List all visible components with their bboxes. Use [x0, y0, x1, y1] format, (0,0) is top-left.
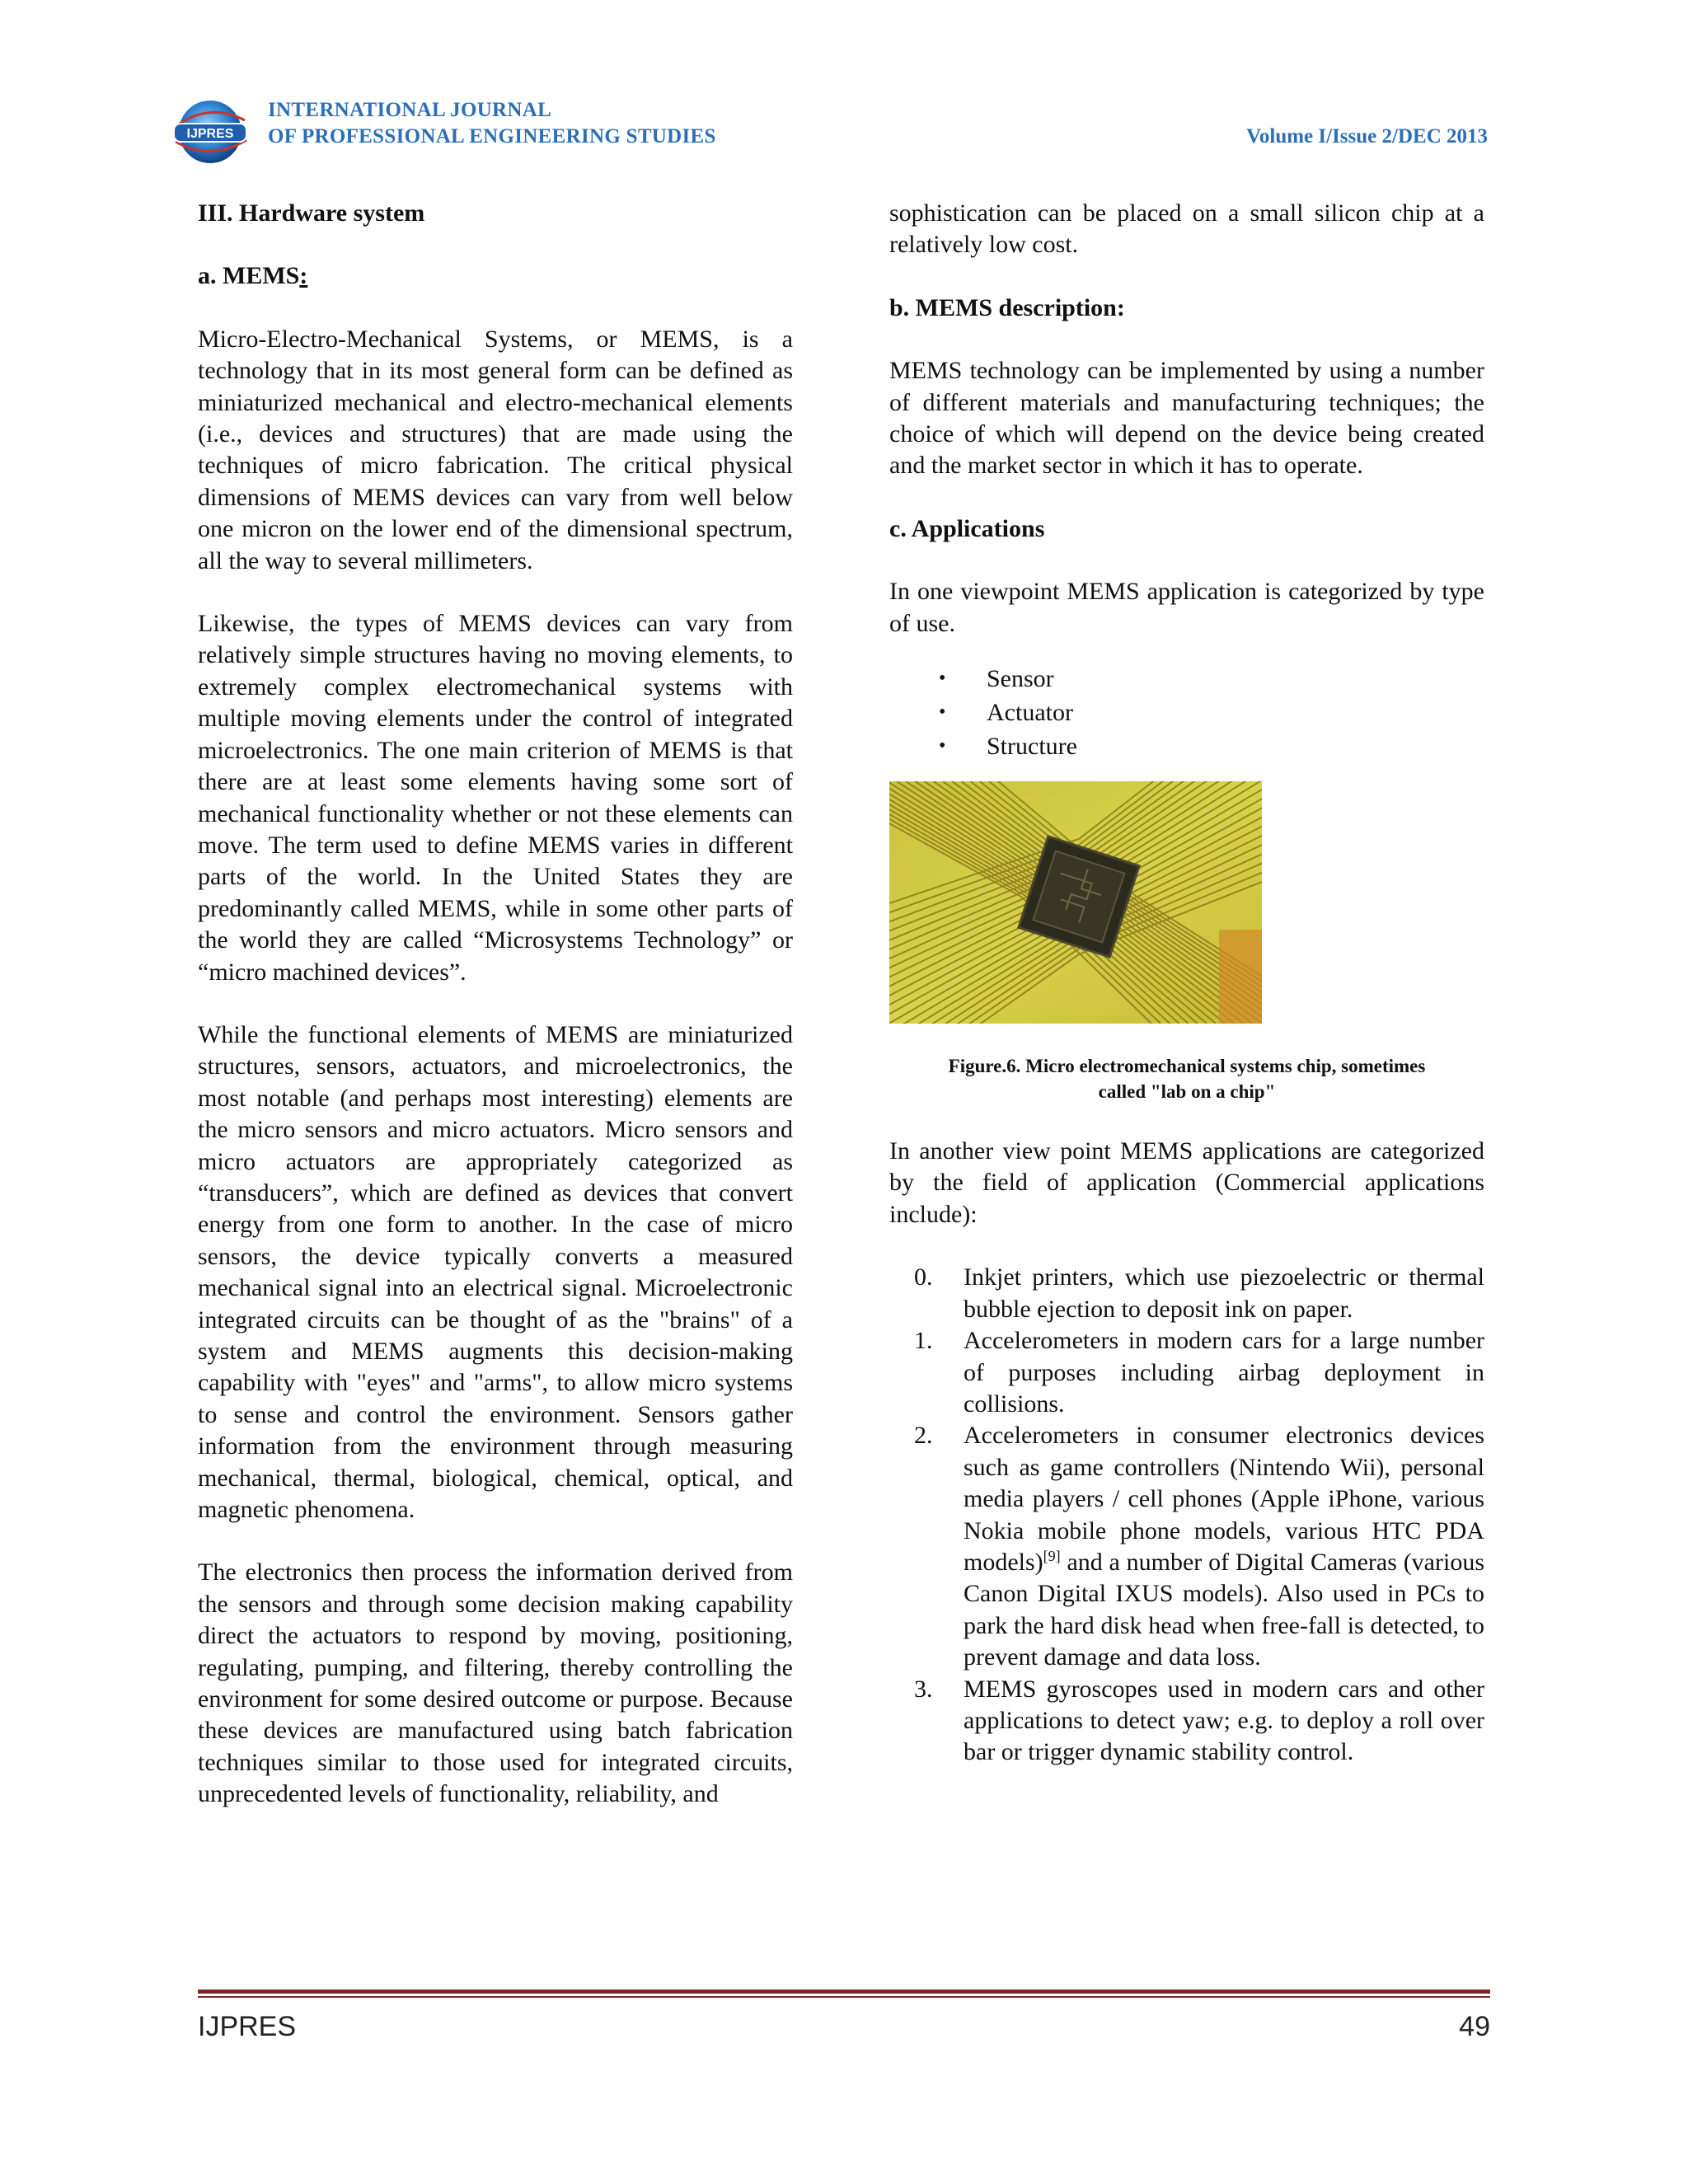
paragraph-applications-field: In another view point MEMS applications are categorized by the field of application (Commercial applications include): [889, 1137, 1484, 1228]
right-column [889, 198, 1484, 1769]
paragraph-applications-intro: In one viewpoint MEMS application is categorized by type of use. [889, 578, 1484, 637]
svg-text:IJPRES: IJPRES [186, 127, 234, 141]
list-item: 0. Inkjet printers, which use piezoelectric or thermal bubble ejection to deposit ink on paper. [914, 1263, 1484, 1323]
paragraph-mems-description: MEMS technology can be implemented by using a number of different materials and manufacturing techniques; the choice of which will depend on the device being created and the market sector in which it has to operate. [889, 357, 1484, 480]
bullet-icon: • [939, 701, 946, 724]
paragraph-mems-electronics: The electronics then process the information derived from the sensors and through some decision making capability direct the actuators to respond by moving, positioning, regulating, pumping, and filtering, thereby controlling the environment for some desired outcome or purpose. Because these devices are manufactured using batch fabrication techniques similar to those used for integrated circuits, unprecedented levels of functionality, reliability, and [198, 1558, 793, 1808]
mems-chip-figure [889, 781, 1262, 1024]
journal-title-line1: INTERNATIONAL JOURNAL [268, 99, 552, 121]
journal-logo [169, 96, 251, 166]
volume-issue: Volume I/Issue 2/DEC 2013 [1246, 125, 1488, 148]
footer-rule [198, 1990, 1490, 1994]
bullet-icon: • [939, 735, 946, 757]
section-heading: III. Hardware system [198, 199, 425, 227]
page-number: 49 [1459, 2011, 1490, 2042]
subsection-heading-applications: c. Applications [889, 514, 1045, 542]
paragraph-mems-elements: While the functional elements of MEMS are miniaturized structures, sensors, actuators, and microelectronics, the most notable (and perhaps most interesting) elements are the micro sensors and micro actuators. Micro sensors and micro actuators are appropriately categorized as “transducers”, which are defined as devices that convert energy from one form to another. In the case of micro sensors, the device typically converts a measured mechanical signal into an electrical signal. Microelectronic integrated circuits can be thought of as the "brains" of a system and MEMS augments this decision-making capability with "eyes" and "arms", to allow micro systems to sense and control the environment. Sensors gather information from the environment through measuring mechanical, thermal, biological, chemical, optical, and magnetic phenomena. [198, 1020, 793, 1524]
applications-list [889, 1262, 1484, 1769]
list-item: • Actuator [889, 696, 1484, 729]
use-type-list [889, 662, 1484, 763]
page-header [169, 92, 1488, 166]
footer-journal: IJPRES [198, 2011, 297, 2042]
footer-rule-thin [198, 1996, 1490, 1998]
subsection-heading-mems: a. MEMS: [198, 262, 308, 290]
bullet-icon: • [939, 668, 946, 690]
paragraph-mems-types: Likewise, the types of MEMS devices can vary from relatively simple structures having no moving elements, to extremely complex electromechanical systems with multiple moving elements under the control of integrated microelectronics. The one main criterion of MEMS is that there are at least some elements having some sort of mechanical functionality whether or not these elements can move. The term used to define MEMS varies in different parts of the world. In the United States they are predominantly called MEMS, while in some other parts of the world they are called “Microsystems Technology” or “micro machined devices”. [198, 610, 793, 986]
list-item: • Structure [889, 729, 1484, 763]
list-item: 2. Accelerometers in consumer electronics devices such as game controllers (Nintendo Wii), personal media players / cell phones (Apple iPhone, various Nokia mobile phone models, various HTC PDA models)[9] and a number of Digital Cameras (various Canon Digital IXUS models). Also used in PCs to park the hard disk head when free-fall is detected, to prevent damage and data loss. [914, 1422, 1484, 1671]
list-item: • Sensor [889, 662, 1484, 696]
subsection-heading-description: b. MEMS description: [889, 293, 1125, 321]
paragraph-mems-definition: Micro-Electro-Mechanical Systems, or MEMS, is a technology that in its most general form can be defined as miniaturized mechanical and electro-mechanical elements (i.e., devices and structures) that are made using the techniques of micro fabrication. The critical physical dimensions of MEMS devices can vary from well below one micron on the lower end of the dimensional spectrum, all the way to several millimeters. [198, 325, 793, 574]
left-column [198, 198, 793, 1811]
list-item: 1. Accelerometers in modern cars for a large number of purposes including airbag deployment in collisions. [914, 1327, 1484, 1418]
paragraph-continuation: sophistication can be placed on a small silicon chip at a relatively low cost. [889, 199, 1484, 259]
list-item: 3. MEMS gyroscopes used in modern cars and other applications to detect yaw; e.g. to deploy a roll over bar or trigger dynamic stability control. [914, 1675, 1484, 1766]
journal-title-line2: OF PROFESSIONAL ENGINEERING STUDIES [268, 125, 716, 148]
citation: [9] [1043, 1547, 1061, 1564]
figure-caption: Figure.6. Micro electromechanical systems chip, sometimes called "lab on a chip" [948, 1056, 1426, 1103]
